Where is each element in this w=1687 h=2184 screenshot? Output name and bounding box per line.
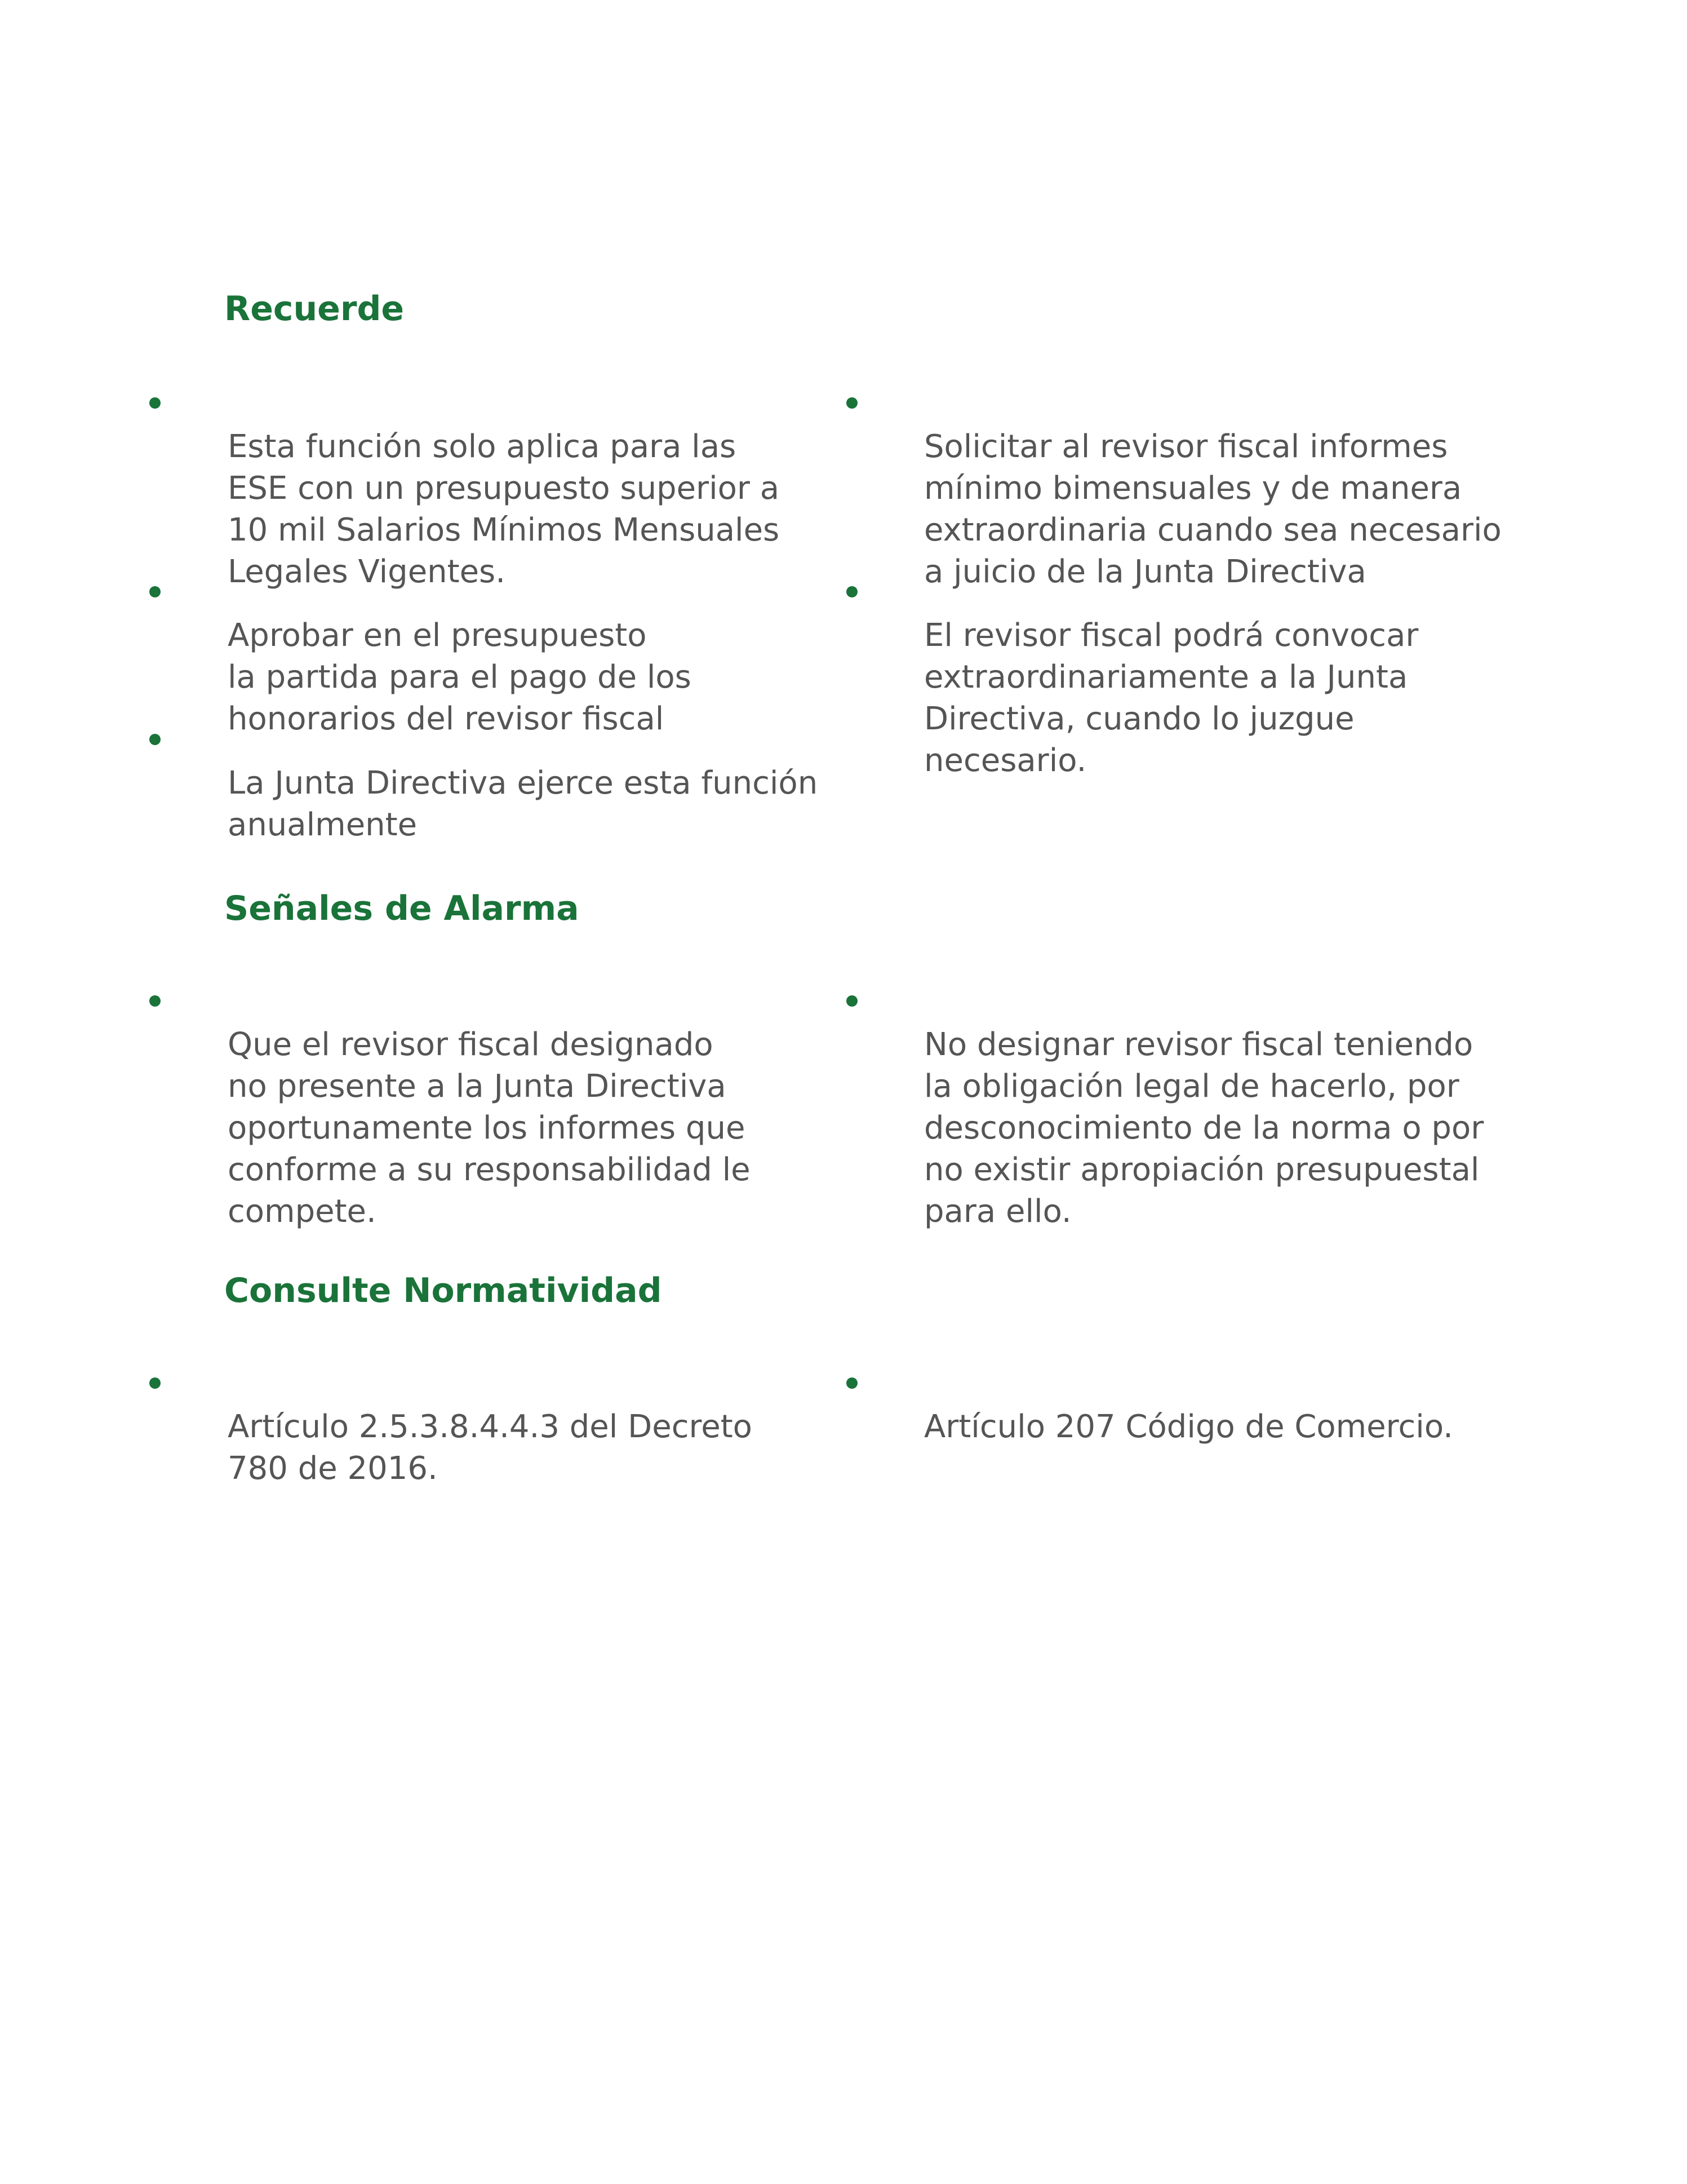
list-item (228, 1365, 836, 1531)
list-item-text: Esta función solo aplica para las ESE con un presupuesto superior a 10 mil Salarios Mínimos Mensuales Legales Vigentes. (228, 428, 780, 590)
list-item-text: Aprobar en el presupuesto la partida para el pago de los honorarios del revisor fiscal (228, 617, 691, 737)
list-item-text: El revisor fiscal podrá convocar extraordinariamente a la Junta Directiva, cuando lo juzgue necesario. (924, 617, 1419, 779)
bullet-icon (149, 995, 161, 1007)
bullet-icon (846, 995, 858, 1007)
list-item (228, 721, 836, 888)
list-item-text: No designar revisor fiscal teniendo la obligación legal de hacerlo, por desconocimiento de la norma o por no existir apropiación presupuestal para ello. (924, 1026, 1484, 1230)
bullet-icon (149, 397, 161, 409)
section-title-consulte-normatividad: Consulte Normatividad (224, 1271, 662, 1310)
list-item-text: Que el revisor fiscal designado no presente a la Junta Directiva oportunamente los informes que conforme a su responsabilidad le compete. (228, 1026, 751, 1230)
list-item (924, 982, 1521, 1274)
bullet-icon (149, 734, 161, 745)
bullet-icon (846, 1377, 858, 1389)
bullet-icon (149, 1377, 161, 1389)
list-item (228, 982, 836, 1274)
list-item-text: Solicitar al revisor fiscal informes mínimo bimensuales y de manera extraordinaria cuando sea necesario a juicio de la Junta Directiva (924, 428, 1502, 590)
bullet-icon (149, 586, 161, 597)
bullet-icon (846, 397, 858, 409)
bullet-icon (846, 586, 858, 597)
section-title-recuerde: Recuerde (224, 289, 405, 329)
list-item-text: Artículo 207 Código de Comercio. (924, 1408, 1453, 1445)
section-title-senales-de-alarma: Señales de Alarma (224, 889, 579, 928)
list-item (924, 573, 1521, 823)
list-item-text: Artículo 2.5.3.8.4.4.3 del Decreto 780 de 2016. (228, 1408, 752, 1487)
list-item (924, 1365, 1521, 1490)
list-item-text: La Junta Directiva ejerce esta función anualmente (228, 765, 818, 843)
